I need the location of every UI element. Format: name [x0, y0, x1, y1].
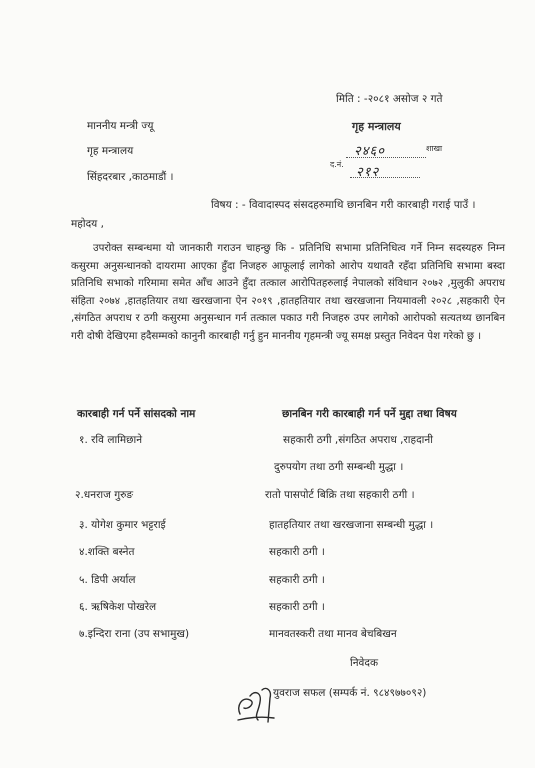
table-row-name: ७.इन्दिरा राना (उप सभामुख): [79, 628, 190, 640]
table-row-name: ५. डिपी अर्याल: [79, 574, 136, 586]
letter-date: मिति : -२०८१ असोज २ गते: [336, 93, 443, 105]
table-row-issue: सहकारी ठगी ,संगठित अपराध ,राहदानी: [283, 434, 433, 446]
table-header-name: कारबाही गर्न पर्ने सांसदको नाम: [77, 408, 196, 420]
stamp-branch-label: शाखा: [426, 144, 443, 153]
letter-subject: विषय : - विवादास्पद संसदहरुमाथि छानबिन गरी कारबाही गराई पाउँ ।: [211, 199, 476, 211]
table-row-issue: मानवतस्करी तथा मानव बेचबिखन: [269, 628, 397, 640]
letter-body: उपरोक्त सम्बन्धमा यो जानकारी गराउन चाहन्छु कि - प्रतिनिधि सभामा प्रतिनिधित्व गर्ने निम्न सदस्यहरु निम्न कसुरमा अनुसन्धानको दायरामा आएका हुँदा निजहरु आफूलाई लागेको आरोप यथावतै रहँदा प्रतिनिधि सभामा बस्दा प्रतिनिधि सभाको गरिमामा समेत आँच आउने हुँदा तत्काल आरोपितहरुलाई नेपालको संविधान २०७२ ,मुलुकी अपराध संहिता २०७४ ,हातहतियार तथा खरखजाना ऐन २०१९ ,हातहतियार तथा खरखजाना नियमावली २०२८ ,सहकारी ऐन ,संगठित अपराध र ठगी कसुरमा अनुसन्धान गर्न तत्काल पकाउ गरी निजहरु उपर लागेको आरोपको सत्यतथ्य छानबिन गरी दोषी देखिएमा हदैसम्मको कानुनी कारबाही गर्नु हुन माननीय गृहमन्त्री ज्यू समक्ष प्रस्तुत निवेदन पेश गरेको छु ।: [71, 243, 505, 342]
petitioner-label: निवेदक: [350, 657, 379, 669]
table-row-name: २.धनराज गुरुङ: [75, 489, 134, 501]
table-row-name: १. रवि लामिछाने: [79, 434, 143, 446]
salutation: महोदय ,: [71, 218, 104, 230]
handwritten-signature: [232, 676, 278, 736]
table-row-issue: सहकारी ठगी ।: [269, 546, 325, 558]
petitioner-name-contact: युवराज सफल (सम्पर्क नं. ९८४९७७०९२): [273, 687, 427, 699]
stamp-title: गृह मन्त्रालय: [352, 120, 401, 133]
table-row-issue: सहकारी ठगी ।: [269, 574, 325, 586]
registration-stamp: [330, 117, 470, 181]
stamp-dn-number: २१२: [356, 165, 380, 180]
table-row-issue: हातहतियार तथा खरखजाना सम्बन्धी मुद्धा ।: [269, 519, 434, 531]
table-row-issue: सहकारी ठगी ।: [269, 601, 325, 613]
table-row-issue: रातो पासपोर्ट बिक्रि तथा सहकारी ठगी ।: [265, 489, 415, 501]
stamp-reg-number: २४६०: [354, 144, 386, 159]
addressee-location: सिंहदरबार ,काठमाडौं ।: [87, 171, 174, 183]
table-header-issue: छानबिन गरी कारबाही गर्न पर्ने मुद्दा तथा विषय: [282, 408, 457, 420]
table-row-name: ४.शक्ति बस्नेत: [79, 546, 135, 558]
addressee-ministry: गृह मन्त्रालय: [87, 145, 134, 157]
addressee-title: माननीय मन्त्री ज्यू: [87, 120, 154, 132]
table-row-name: ६. ऋषिकेश पोखरेल: [79, 601, 157, 613]
stamp-dn-label: द.नं.: [330, 160, 344, 169]
table-row-name: ३. योगेश कुमार भट्टराई: [79, 519, 166, 531]
table-row-issue-continued: दुरुपयोग तथा ठगी सम्बन्धी मुद्धा ।: [274, 461, 404, 473]
